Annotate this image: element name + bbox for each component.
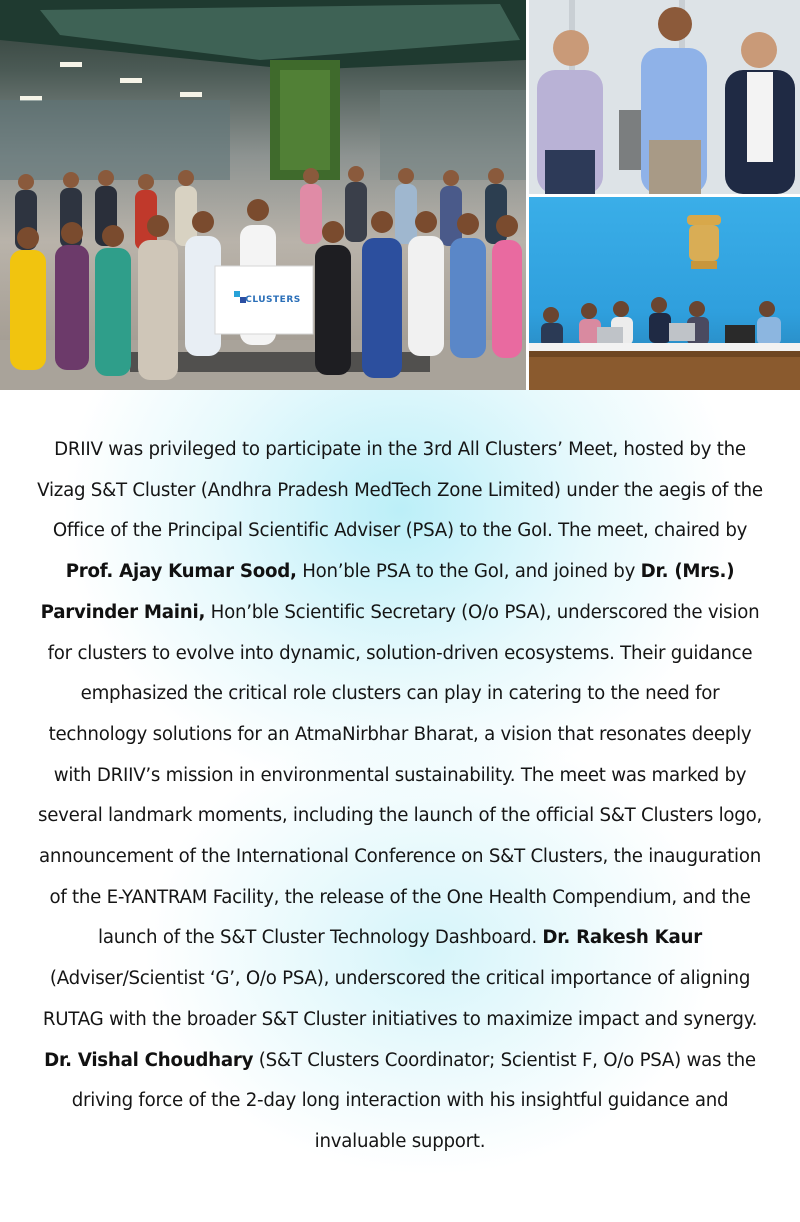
article-text: Hon’ble PSA to the GoI, and joined by [296, 561, 641, 583]
article-text: Hon’ble Scientific Secretary (O/o PSA), underscored the vision for clusters to evolve into dynamic, solution-driven ecosystems. Their guidance emphasized the critical role clusters can play in catering to the need for technology solutions for an AtmaNirbhar Bharat, a vision that resonates deeply with DRIIV’s mission in environmental sustainability. The meet was marked by several landmark moments, including the launch of the official S&T Clusters logo, announcement of the International Conference on S&T Clusters, the inauguration of the E-YANTRAM Facility, the release of the One Health Compendium, and the launch of the S&T Cluster Technology Dashboard. [37, 601, 763, 949]
scientific-secretary-name: Dr. (Mrs.) Parvinder Maini, [40, 561, 735, 623]
article-text: (Adviser/Scientist ‘G’, O/o PSA), underscored the critical importance of aligning RUTAG with the broader S&T Cluster initiatives to maximize impact and synergy. [42, 968, 758, 1030]
adviser-name: Dr. Rakesh Kaur [542, 927, 702, 949]
group-photo [0, 0, 526, 390]
meeting-room-illustration [529, 197, 800, 390]
coordinator-name: Dr. Vishal Choudhary [44, 1049, 254, 1071]
national-emblem-icon [687, 215, 721, 269]
discussion-photo-illustration [529, 0, 800, 194]
article-text: (S&T Clusters Coordinator; Scientist F, O/o PSA) was the driving force of the 2-day long interaction with his insightful guidance and invaluable support. [71, 1049, 756, 1152]
article-paragraph [30, 430, 770, 1163]
article-text: DRIIV was privileged to participate in the 3rd All Clusters’ Meet, hosted by the Vizag S&T Cluster (Andhra Pradesh MedTech Zone Limited) under the aegis of the Office of the Principal Scientific Adviser (PSA) to the GoI. The meet, chaired by [37, 439, 763, 542]
clusters-banner-logo: CLUSTERS [245, 295, 301, 305]
meeting-room-photo [529, 197, 800, 390]
group-photo-illustration [0, 0, 526, 390]
discussion-photo [529, 0, 800, 194]
psa-name: Prof. Ajay Kumar Sood, [65, 561, 297, 583]
photo-collage [0, 0, 800, 390]
